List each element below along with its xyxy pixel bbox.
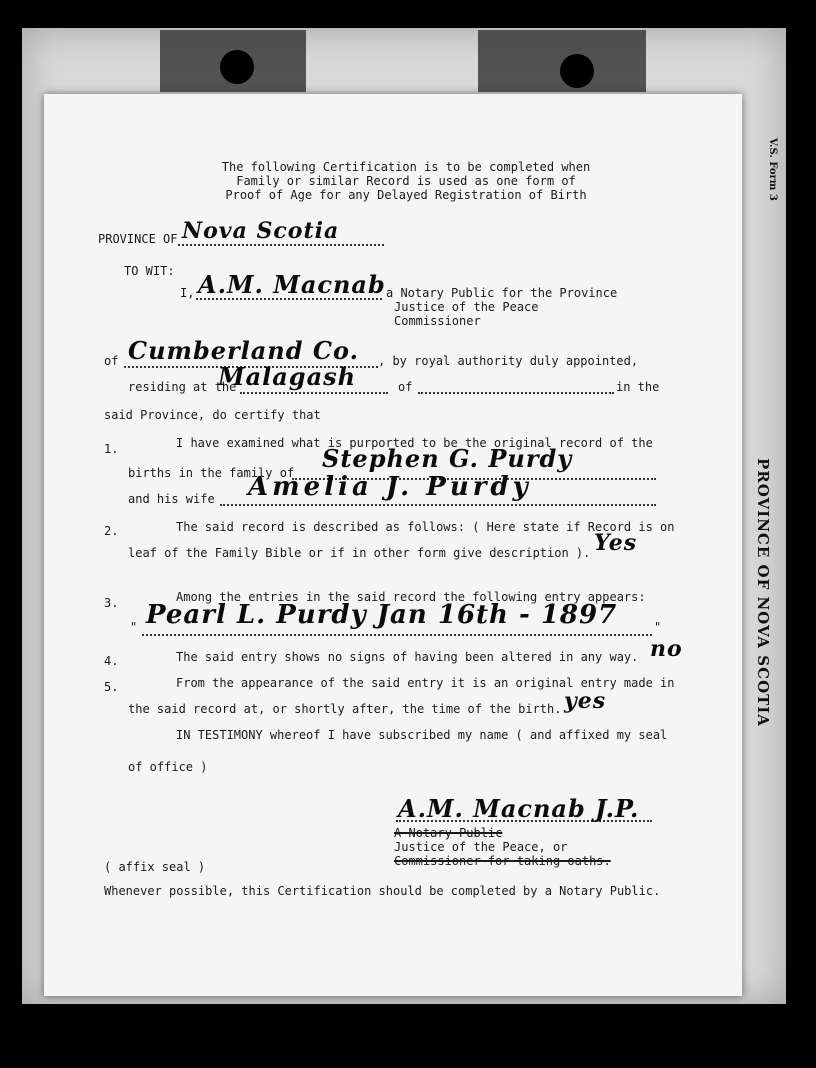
- residing-label: residing at the: [128, 380, 237, 394]
- item-5-number: 5.: [104, 680, 119, 694]
- entry-quote-close: ": [654, 620, 662, 634]
- his-wife-label: and his wife: [128, 492, 215, 506]
- residing-field-line: [240, 392, 388, 394]
- notary-line: a Notary Public for the Province: [386, 286, 618, 300]
- of-office-text: of office ): [128, 760, 208, 774]
- in-the-label: in the: [616, 380, 660, 394]
- county-handwritten: Cumberland Co.: [128, 336, 359, 365]
- item-1-text: I have examined what is purported to be the original record of the: [176, 436, 653, 450]
- province-handwritten: Nova Scotia: [182, 218, 340, 244]
- punch-hole-right: [560, 54, 594, 88]
- justice-line: Justice of the Peace: [394, 300, 539, 314]
- punch-hole-left: [220, 50, 254, 84]
- heading-line-2: Family or similar Record is used as one form of: [236, 174, 576, 188]
- entry-field-line: [142, 634, 652, 636]
- i-label: I,: [180, 286, 195, 300]
- heading-line-1: The following Certification is to be completed when: [221, 160, 591, 174]
- item-4-text: The said entry shows no signs of having been altered in any way.: [176, 650, 639, 664]
- name-handwritten: A.M. Macnab: [198, 270, 386, 299]
- said-province-text: said Province, do certify that: [104, 408, 321, 422]
- item-2-text: The said record is described as follows: ( Here state if Record is on: [176, 520, 675, 534]
- item-1-number: 1.: [104, 442, 119, 456]
- births-family-label: births in the family of: [128, 466, 295, 480]
- footer-note: Whenever possible, this Certification should be completed by a Notary Public.: [104, 884, 661, 898]
- item-3-number: 3.: [104, 596, 119, 610]
- father-handwritten: Stephen G. Purdy: [322, 444, 573, 473]
- item-2-text-b: leaf of the Family Bible or if in other form give description ).: [128, 546, 591, 560]
- of-label: of: [104, 354, 119, 368]
- sig-notary-struck: A Notary Public: [394, 826, 503, 840]
- original-handwritten: yes: [564, 688, 607, 714]
- altered-handwritten: no: [650, 636, 683, 662]
- of-field-line: [418, 392, 614, 394]
- residing-handwritten: Malagash: [218, 362, 357, 391]
- item-3-text: Among the entries in the said record the following entry appears:: [176, 590, 646, 604]
- mother-field-line: [220, 504, 656, 506]
- item-2-number: 2.: [104, 524, 119, 538]
- province-label: PROVINCE OF: [98, 232, 178, 246]
- record-description-handwritten: Yes: [594, 530, 638, 556]
- to-wit-label: TO WIT:: [124, 264, 175, 278]
- mother-handwritten: Amelia J. Purdy: [248, 472, 532, 502]
- heading-line-3: Proof of Age for any Delayed Registration of Birth: [225, 188, 587, 202]
- signature-handwritten: A.M. Macnab J.P.: [398, 794, 640, 823]
- entry-handwritten: Pearl L. Purdy Jan 16th - 1897: [146, 600, 618, 630]
- of-label-2: of: [398, 380, 413, 394]
- item-5-text-b: the said record at, or shortly after, the time of the birth.: [128, 702, 562, 716]
- item-4-number: 4.: [104, 654, 119, 668]
- affix-seal-text: ( affix seal ): [104, 860, 206, 874]
- sig-justice: Justice of the Peace, or: [394, 840, 568, 854]
- item-5-text: From the appearance of the said entry it is an original entry made in: [176, 676, 675, 690]
- royal-authority-text: , by royal authority duly appointed,: [378, 354, 639, 368]
- entry-quote-open: ": [130, 620, 138, 634]
- testimony-text: IN TESTIMONY whereof I have subscribed my name ( and affixed my seal: [176, 728, 668, 742]
- form-id-label: V.S. Form 3: [767, 138, 778, 201]
- sig-commissioner-struck: Commissioner for taking oaths.: [394, 854, 611, 868]
- commissioner-line: Commissioner: [394, 314, 481, 328]
- province-field-line: [178, 244, 384, 246]
- side-province-label: PROVINCE OF NOVA SCOTIA: [754, 458, 772, 727]
